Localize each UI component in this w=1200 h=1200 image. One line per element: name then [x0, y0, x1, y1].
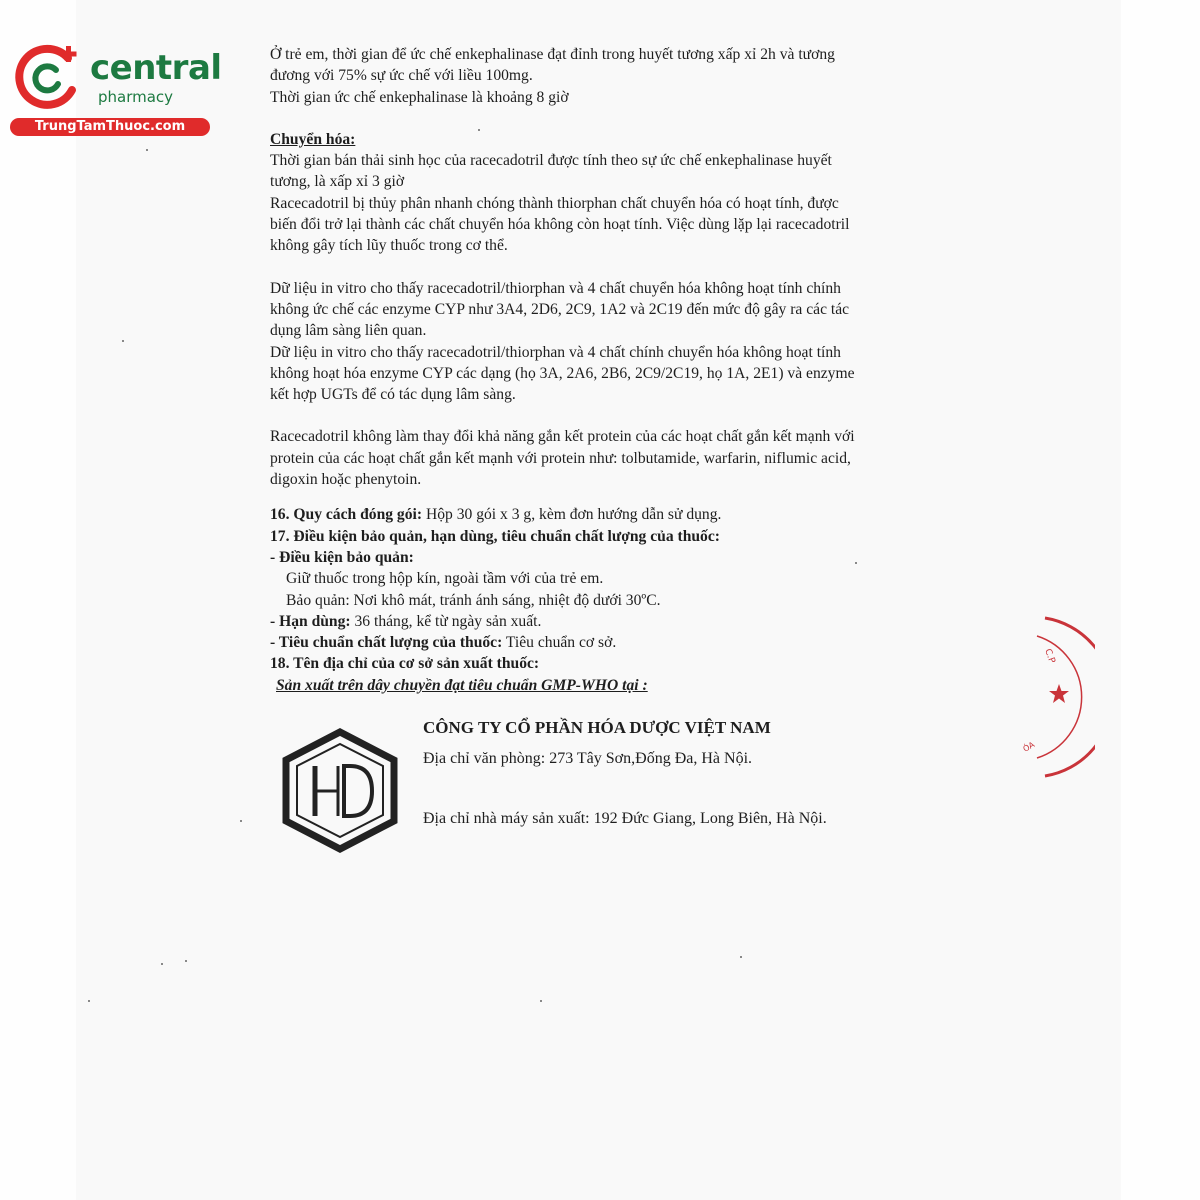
text-line: protein của các hoạt chất gắn kết mạnh với protein như: tolbutamide, warfarin, niflumic acid, [270, 449, 851, 467]
svg-text:ÓA: ÓA [1021, 740, 1037, 754]
scan-speck [740, 956, 742, 958]
storage-section-heading: 17. Điều kiện bảo quản, hạn dùng, tiêu chuẩn chất lượng của thuốc: [270, 527, 720, 545]
storage-line: Bảo quản: Nơi khô mát, tránh ánh sáng, nhiệt độ dưới 30ºC. [286, 591, 661, 609]
scan-speck [122, 340, 124, 342]
scan-speck [185, 960, 187, 962]
text-line: Dữ liệu in vitro cho thấy racecadotril/thiorphan và 4 chất chuyển hóa không hoạt tính chính [270, 279, 841, 297]
text-line: digoxin hoặc phenytoin. [270, 471, 422, 489]
quality-line [270, 632, 970, 653]
office-address: Địa chỉ văn phòng: 273 Tây Sơn,Đống Đa, Hà Nội. [423, 750, 753, 767]
company-block [280, 718, 980, 858]
scan-speck [855, 562, 857, 564]
red-stamp-seal [1015, 612, 1095, 782]
text-line: tương, là xấp xỉ 3 giờ [270, 173, 405, 191]
text-line: Thời gian ức chế enkephalinase là khoảng 8 giờ [270, 88, 569, 106]
brand-url-badge[interactable]: TrungTamThuoc.com [10, 118, 210, 136]
central-pharmacy-logo[interactable] [10, 38, 222, 138]
scan-speck [146, 149, 148, 151]
document-body [270, 44, 970, 696]
company-name: CÔNG TY CỔ PHẦN HÓA DƯỢC VIỆT NAM [423, 718, 771, 737]
factory-address: Địa chỉ nhà máy sản xuất: 192 Đức Giang, Long Biên, Hà Nội. [423, 810, 827, 827]
text-line: Thời gian bán thải sinh học của racecadotril được tính theo sự ức chế enkephalinase huyết [270, 152, 832, 170]
text-line: Racecadotril bị thủy phân nhanh chóng thành thiorphan chất chuyển hóa có hoạt tính, được [270, 194, 839, 212]
quality-text: Tiêu chuẩn cơ sở. [502, 634, 617, 652]
packaging-text: Hộp 30 gói x 3 g, kèm đơn hướng dẫn sử dụng. [422, 506, 722, 524]
packaging-line [270, 504, 970, 525]
scan-speck [240, 820, 242, 822]
scan-speck [161, 963, 163, 965]
expiry-text: 36 tháng, kể từ ngày sản xuất. [350, 612, 542, 630]
manufacturer-heading: 18. Tên địa chỉ của cơ sở sản xuất thuốc: [270, 655, 540, 673]
metabolism-heading: Chuyển hóa: [270, 130, 356, 148]
packaging-label: 16. Quy cách đóng gói: [270, 506, 423, 524]
svg-text:C.P: C.P [1042, 647, 1057, 665]
gmp-line: Sản xuất trên dây chuyền đạt tiêu chuẩn GMP-WHO tại : [276, 676, 648, 694]
text-line: dụng lâm sàng liên quan. [270, 322, 427, 340]
expiry-line [270, 611, 970, 632]
expiry-label: - Hạn dùng: [270, 612, 351, 630]
text-line: không hoạt hóa enzyme CYP các dạng (họ 3A, 2A6, 2B6, 2C9/2C19, họ 1A, 2E1) và enzyme [270, 364, 855, 382]
text-line: Racecadotril không làm thay đổi khả năng gắn kết protein của các hoạt chất gắn kết mạnh với [270, 428, 855, 446]
text-line: biến đổi trở lại thành các chất chuyển hóa không còn hoạt tính. Việc dùng lặp lại racecadotril [270, 216, 850, 234]
scan-speck [478, 129, 480, 131]
brand-subtitle: pharmacy [98, 88, 174, 106]
quality-label: - Tiêu chuẩn chất lượng của thuốc: [270, 634, 503, 652]
central-pharmacy-mark-icon [10, 40, 90, 115]
storage-label: - Điều kiện bảo quản: [270, 548, 414, 566]
text-line: không gây tích lũy thuốc trong cơ thể. [270, 237, 508, 255]
brand-name: central [90, 48, 222, 88]
storage-line: Giữ thuốc trong hộp kín, ngoài tầm với của trẻ em. [286, 570, 604, 588]
scan-speck [88, 1000, 90, 1002]
scan-speck [540, 1000, 542, 1002]
text-line: đương với 75% sự ức chế với liều 100mg. [270, 67, 533, 85]
text-line: Ở trẻ em, thời gian để ức chế enkephalinase đạt đỉnh trong huyết tương xấp xỉ 2h và tương [270, 46, 835, 63]
text-line: Dữ liệu in vitro cho thấy racecadotril/thiorphan và 4 chất chính chuyển hóa không hoạt tính [270, 343, 841, 361]
text-line: kết hợp UGTs để có tác dụng lâm sàng. [270, 386, 516, 404]
hd-hexagon-logo [280, 728, 400, 853]
text-line: không ức chế các enzyme CYP như 3A4, 2D6, 2C9, 1A2 và 2C19 đến mức độ gây ra các tác [270, 300, 850, 318]
